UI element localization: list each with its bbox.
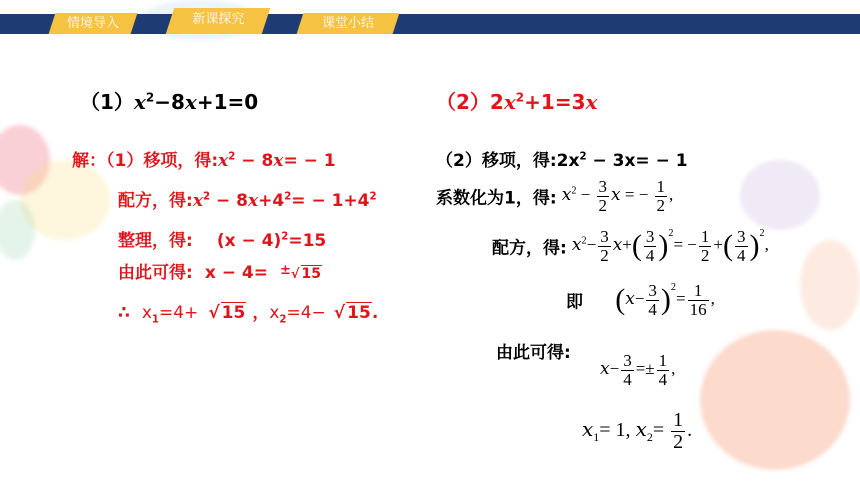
solution-1-line-3: 整理，得: $(x - 4)^2=15$ [118, 231, 327, 251]
watercolor-heart-lilac [740, 160, 820, 230]
solution-2-line-4: 即 (x− $\frac{3}{4}$ )$^2$= $\frac{1}{16}$ , [566, 281, 715, 319]
solution-1-line-5: ∴ $x_1=4+$ √ 15 ，$x_2=4-$ √ 15. [118, 303, 379, 326]
solution-2-line-3: 配方，得: $x^2-$ $\frac{3}{2}$ x+( $\frac{3}{4}$ )$^2$= − $\frac{1}{2}$ +( $\frac{3}{4}$ )$^2$, [492, 227, 769, 265]
solution-1-line-2: 配方，得$:x^2 - 8x+4^2= - 1+4^2$ [118, 191, 377, 211]
watercolor-heart-orange [700, 330, 850, 470]
solution-1-line-1: 解：（1）移项，得$:x^2 - 8x= - 1$ [72, 151, 336, 171]
equation-root-form: x− $\frac{3}{4}$ =± $\frac{1}{4}$ , [600, 351, 676, 389]
equation-completed-square: $x^2-$ $\frac{3}{2}$ x+( $\frac{3}{4}$ )$^2$= − $\frac{1}{2}$ +( $\frac{3}{4}$ )$^2$, [571, 227, 769, 265]
watercolor-leaf-green [0, 200, 35, 260]
solution-2-line-2: 系数化为1，得: $x^2$ − $\frac{3}{2}$ x = − $\frac{1}{2}$ , [436, 177, 674, 215]
solution-2-line-5: 由此可得: [496, 343, 571, 363]
tab-intro[interactable]: 情境导入 [49, 13, 138, 34]
solution-2-line-6 [600, 352, 675, 389]
watercolor-heart-peach [800, 240, 860, 330]
solution-1-line-4: 由此可得: x − 4= ±√ 15 [118, 263, 321, 283]
solution-2-line-7 [582, 410, 692, 453]
tab-explore[interactable]: 新课探究 [166, 8, 270, 34]
equation-normalized: $x^2$ − $\frac{3}{2}$ x = − $\frac{1}{2}$ , [561, 177, 674, 215]
equation-square-form: (x− $\frac{3}{4}$ )$^2$= $\frac{1}{16}$ , [615, 281, 715, 319]
solution-2-line-1: （2）移项，得$:2x^2 - 3x= - 1$ [436, 151, 688, 171]
tab-summary[interactable]: 课堂小结 [297, 13, 400, 34]
problem-2-title: $(2)2x^2+1=3x$ [436, 90, 598, 114]
equation-final-roots: $x_1= 1$, $x_2=$ $\frac{1}{2}$ . [582, 409, 693, 453]
problem-1-title: $(1)x^2-8x+1=0$ [80, 90, 259, 114]
